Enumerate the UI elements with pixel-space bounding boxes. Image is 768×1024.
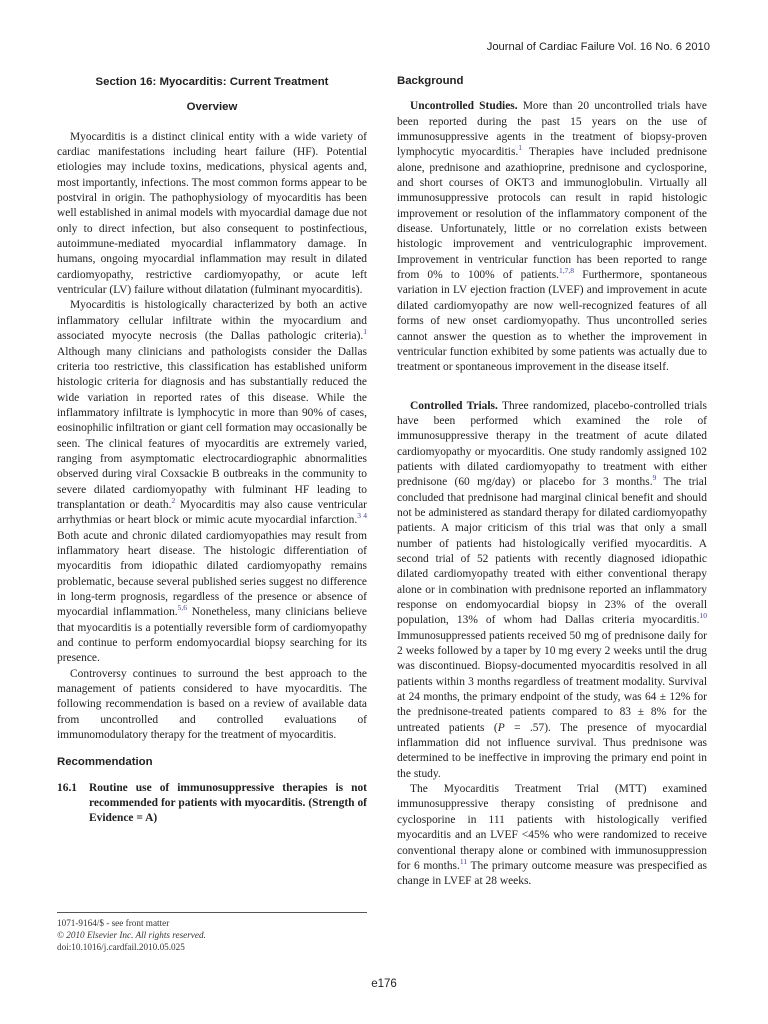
para2-text-c: Myocarditis may also cause ventricular arrhythmias or heart block or mimic acute myocardial infarction. xyxy=(57,498,367,527)
p-value-symbol: P xyxy=(497,721,505,734)
para2-text-a: Myocarditis is histologically characterized by both an active inflammatory cellular infiltrate within the myocardium and associated myocyte necrosis (the Dallas pathologic criteria). xyxy=(57,299,367,343)
uncontrolled-text-c: Furthermore, spontaneous variation in LV ejection fraction (LVEF) and improvement in acute dilated cardiomyopathy are now well-recognized features of all forms of new onset cardiomyopathy. Thus uncontrolled series cannot answer the question as to whether the improvement in ventricular function exhibited by some patients was actually due to treatment or spontaneous improvement in the disease itself. xyxy=(397,269,707,374)
mtt-paragraph xyxy=(397,782,707,889)
uncontrolled-text-b: Therapies have included prednisone alone, prednisone and azathioprine, prednisone and cyclosporine, and short courses of OKT3 and immunoglobulin. Virtually all immunosuppressive protocols can result in rapid histologic improvement or resolution of the inflammatory component of the disease. Unfortunately, little or no correlation exists between histologic improvement and ventriculographic improvement. Improvement in ventricular function has been reported to range from 0% to 100% of patients. xyxy=(397,146,707,282)
reference-link[interactable]: 11 xyxy=(459,857,468,867)
controlled-trials-paragraph xyxy=(397,399,707,783)
reference-link[interactable]: 1,7,8 xyxy=(559,266,575,276)
controlled-runin-heading: Controlled Trials. xyxy=(410,399,498,412)
para2-text-b: Although many clinicians and pathologists consider the Dallas criteria too restrictive, this classification has established uniform histologic criteria for diagnosis and has substantially reduced the wide variation in reported rates of this disease. While the inflammatory infiltrate is lymphocytic in more than 90% of cases, eosinophilic infiltration or giant cell formation may occasionally be seen. The clinical features of myocarditis are extremely varied, ranging from asymptomatic electrocardiographic abnormalities observed during viral Coxsackie B outbreaks in the community to severe dilated cardiomyopathy with fulminant HF leading to transplantation or death. xyxy=(57,345,367,511)
footnote-issn: 1071-9164/$ - see front matter xyxy=(57,918,170,928)
controlled-text-a: Three randomized, placebo-controlled trials have been performed which examined the role of immunosuppressive therapy in the treatment of acute dilated cardiomyopathy or myocarditis. One study randomly assigned 102 patients with dilated cardiomyopathy to treatment with either prednisone (60 mg/day) or placebo for 3 months. xyxy=(397,399,707,489)
para2-text-d: Both acute and chronic dilated cardiomyopathies may result from inflammatory heart disease. The histologic differentiation of myocarditis from idiopathic dilated cardiomyopathy remains problematic, because several published series suggest no difference in long-term prognosis, regardless of the presence or absence of myocardial inflammation. xyxy=(57,529,367,619)
reference-link[interactable]: 5,6 xyxy=(177,603,188,613)
footnote xyxy=(57,912,367,953)
reference-link[interactable]: 1 xyxy=(363,327,367,337)
overview-paragraph-1: Myocarditis is a distinct clinical entity with a wide variety of cardiac manifestations including heart failure (HF). Potential etiologies may include toxins, medications, physical agents and, most importantly, infections. The most common forms appear to be postviral in origin. The pathophysiology of myocarditis has been well established in animal models with myocardial damage due not only to direct infection, but also consequent to postinfectious, autoimmune-mediated myocardial inflammatory damage. In humans, ongoing myocardial inflammation may result in dilated cardiomyopathy, restrictive cardiomyopathy, or acute left ventricular (LV) failure without dilatation (fulminant myocarditis). xyxy=(57,130,367,297)
background-heading: Background xyxy=(397,75,464,87)
page-number: e176 xyxy=(371,978,397,990)
para2-text-e: Nonetheless, many clinicians believe that myocarditis is a potentially reversible form of cardiomyopathy and continue to perform endomyocardial biopsy searching for its presence. xyxy=(57,606,367,665)
controlled-text-d: = .57). The presence of myocardial inflammation did not influence survival. Thus prednisone was determined to be ineffective in improving the primary end point in the study. xyxy=(397,721,708,780)
recommendation-number: 16.1 xyxy=(57,781,78,794)
overview-heading: Overview xyxy=(186,101,238,114)
mtt-text-b: The primary outcome measure was prespecified as change in LVEF at 28 weeks. xyxy=(397,859,707,888)
recommendation-text: Routine use of immunosuppressive therapies is not recommended for patients with myocarditis. (Strength of Evidence = A) xyxy=(89,781,367,825)
reference-link[interactable]: 1 xyxy=(518,143,523,153)
reference-link[interactable]: 2 xyxy=(171,496,176,506)
uncontrolled-runin-heading: Uncontrolled Studies. xyxy=(410,100,518,113)
reference-link[interactable]: 3 4 xyxy=(357,511,368,521)
controlled-text-b: The trial concluded that prednisone had marginal clinical benefit and should not be administered as standard therapy for dilated cardiomyopathy patients. A major criticism of this trial was that only a small number of patients had histologically verified myocarditis. A second trial of 52 patients with recently diagnosed idiopathic dilated cardiomyopathy treated with either conventional therapy alone or in combination with prednisone reported an inflammatory response on endomyocardial biopsy in 23% of the overall population, 13% of whom had Dallas criteria myocarditis. xyxy=(397,476,708,627)
right-column xyxy=(397,72,707,890)
left-column xyxy=(57,72,367,827)
recommendation-16-1 xyxy=(57,781,367,827)
overview-paragraph-2 xyxy=(57,298,367,666)
section-title: Section 16: Myocarditis: Current Treatment xyxy=(95,76,329,88)
uncontrolled-text-a: More than 20 uncontrolled trials have been reported during the past 15 years on the use of immunosuppressive agents in the treatment of biopsy-proven lymphocytic myocarditis. xyxy=(397,100,707,159)
running-head: Journal of Cardiac Failure Vol. 16 No. 6 2010 xyxy=(486,41,710,53)
reference-link[interactable]: 9 xyxy=(652,473,657,483)
mtt-text-a: The Myocarditis Treatment Trial (MTT) examined immunosuppressive therapy consisting of prednisone and cyclosporine in 111 patients with histologically verified myocarditis and an LVEF <45% who were randomized to receive conventional therapy alone or combined with immunosuppression for 6 months. xyxy=(397,783,707,872)
uncontrolled-studies-paragraph xyxy=(397,99,707,375)
recommendation-heading: Recommendation xyxy=(57,756,153,769)
overview-paragraph-3: Controversy continues to surround the best approach to the management of patients considered to have myocarditis. The following recommendation is based on a review of available data from uncontrolled and controlled evaluations of immunomodulatory therapy for the treatment of myocarditis. xyxy=(57,667,367,742)
footnote-doi: doi:10.1016/j.cardfail.2010.05.025 xyxy=(57,942,185,952)
controlled-text-c: Immunosuppressed patients received 50 mg of prednisone daily for 2 weeks followed by a taper by 10 mg every 2 weeks until the drug was discontinued. Biopsy-documented myocarditis resolved in all patients within 3 months regardless of treatment modality. Survival at 24 months, the primary endpoint of the study, was 64 ± 12% for the prednisone-treated patients compared to 83 ± 8% for the untreated patients ( xyxy=(397,629,707,734)
footnote-copyright: © 2010 Elsevier Inc. All rights reserved. xyxy=(57,930,206,940)
reference-link[interactable]: 10 xyxy=(699,611,707,621)
